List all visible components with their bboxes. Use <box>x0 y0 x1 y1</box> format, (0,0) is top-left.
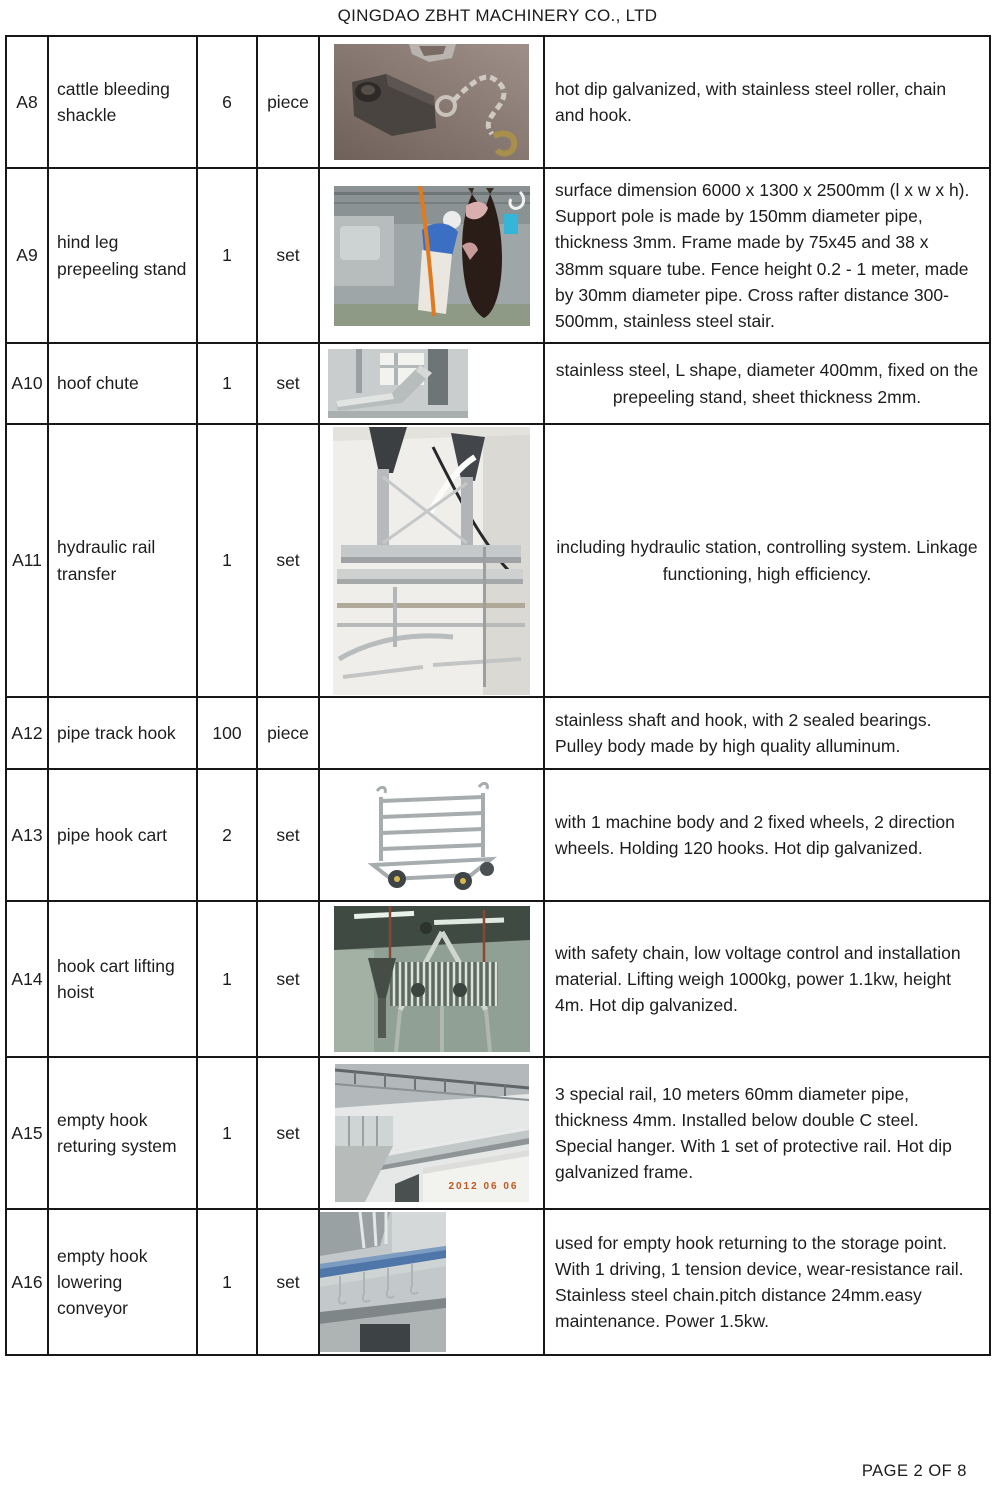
photo-empty-hook-lowering-conveyor <box>320 1212 446 1352</box>
item-photo-cell <box>320 344 545 423</box>
photo-hook-cart-lifting-hoist <box>334 906 530 1052</box>
item-name: pipe track hook <box>49 698 198 768</box>
photo-pipe-hook-cart <box>351 779 513 892</box>
item-name: empty hook returing system <box>49 1058 198 1208</box>
item-unit: piece <box>258 37 320 167</box>
item-quantity: 1 <box>198 425 258 696</box>
item-unit: set <box>258 344 320 423</box>
table-row-a11 <box>7 425 989 698</box>
item-description: stainless shaft and hook, with 2 sealed bearings. Pulley body made by high quality alluminum. <box>555 709 932 756</box>
table-row-a15 <box>7 1058 989 1210</box>
page-number: PAGE 2 OF 8 <box>861 1462 967 1480</box>
item-photo-cell <box>320 37 545 167</box>
item-name: hoof chute <box>49 344 198 423</box>
item-photo-cell <box>320 770 545 900</box>
table-row-a12 <box>7 698 989 770</box>
item-quantity: 1 <box>198 1058 258 1208</box>
company-header: QINGDAO ZBHT MACHINERY CO., LTD <box>337 6 658 25</box>
item-unit: set <box>258 1210 320 1354</box>
item-unit: set <box>258 169 320 342</box>
item-description: hot dip galvanized, with stainless steel roller, chain and hook. <box>555 78 947 125</box>
item-quantity: 100 <box>198 698 258 768</box>
item-code: A16 <box>7 1210 49 1354</box>
photo-hydraulic-rail-transfer <box>333 427 530 695</box>
item-description: stainless steel, L shape, diameter 400mm, fixed on the prepeeling stand, sheet thickness 2mm. <box>555 360 979 407</box>
item-name: hydraulic rail transfer <box>49 425 198 696</box>
item-quantity: 1 <box>198 902 258 1056</box>
photo-empty-hook-returning-system <box>335 1064 529 1202</box>
table-row-a13 <box>7 770 989 902</box>
item-name: hook cart lifting hoist <box>49 902 198 1056</box>
item-description: with safety chain, low voltage control and installation material. Lifting weigh 1000kg, power 1.1kw, height 4m. Hot dip galvanized. <box>555 942 961 1016</box>
item-quantity: 1 <box>198 169 258 342</box>
item-name: cattle bleeding shackle <box>49 37 198 167</box>
item-code: A12 <box>7 698 49 768</box>
item-code: A10 <box>7 344 49 423</box>
item-unit: set <box>258 1058 320 1208</box>
item-photo-cell-empty <box>320 698 545 768</box>
item-quantity: 6 <box>198 37 258 167</box>
item-unit: set <box>258 425 320 696</box>
item-code: A14 <box>7 902 49 1056</box>
equipment-table <box>5 35 991 1356</box>
table-row-a16 <box>7 1210 989 1354</box>
photo-date-stamp: 2012 06 06 <box>448 1181 519 1192</box>
table-row-a9 <box>7 169 989 344</box>
photo-hoof-chute <box>328 349 468 418</box>
item-description: surface dimension 6000 x 1300 x 2500mm (l x w x h). Support pole is made by 150mm diameter pipe, thickness 3mm. Frame made by 75x45 and 38 x 38mm square tube. Fence height 0.2 - 1 meter, made by 30mm diameter pipe. Cross rafter distance 300-500mm, stainless steel stair. <box>555 179 970 331</box>
item-code: A13 <box>7 770 49 900</box>
item-description: used for empty hook returning to the storage point. With 1 driving, 1 tension device, wear-resistance rail. Stainless steel chain.pitch distance 24mm.easy maintenance. Power 1.5kw. <box>555 1232 964 1332</box>
item-code: A15 <box>7 1058 49 1208</box>
item-code: A9 <box>7 169 49 342</box>
table-row-a10 <box>7 344 989 425</box>
item-unit: piece <box>258 698 320 768</box>
item-description: 3 special rail, 10 meters 60mm diameter pipe, thickness 4mm. Installed below double C steel. Special hanger. With 1 set of protective rail. Hot dip galvanized frame. <box>555 1083 952 1183</box>
item-quantity: 2 <box>198 770 258 900</box>
item-name: pipe hook cart <box>49 770 198 900</box>
photo-hind-leg-prepeeling-stand <box>334 186 530 326</box>
item-quantity: 1 <box>198 344 258 423</box>
item-code: A8 <box>7 37 49 167</box>
table-row-a8 <box>7 37 989 169</box>
item-photo-cell <box>320 1058 545 1208</box>
item-quantity: 1 <box>198 1210 258 1354</box>
item-photo-cell <box>320 1210 545 1354</box>
item-description: including hydraulic station, controlling system. Linkage functioning, high efficiency. <box>556 537 978 584</box>
photo-cattle-bleeding-shackle <box>334 44 529 160</box>
item-photo-cell <box>320 169 545 342</box>
item-code: A11 <box>7 425 49 696</box>
item-unit: set <box>258 770 320 900</box>
table-row-a14 <box>7 902 989 1058</box>
item-name: empty hook lowering conveyor <box>49 1210 198 1354</box>
item-photo-cell <box>320 902 545 1056</box>
item-name: hind leg prepeeling stand <box>49 169 198 342</box>
item-unit: set <box>258 902 320 1056</box>
item-photo-cell <box>320 425 545 696</box>
item-description: with 1 machine body and 2 fixed wheels, 2 direction wheels. Holding 120 hooks. Hot dip galvanized. <box>555 811 955 858</box>
